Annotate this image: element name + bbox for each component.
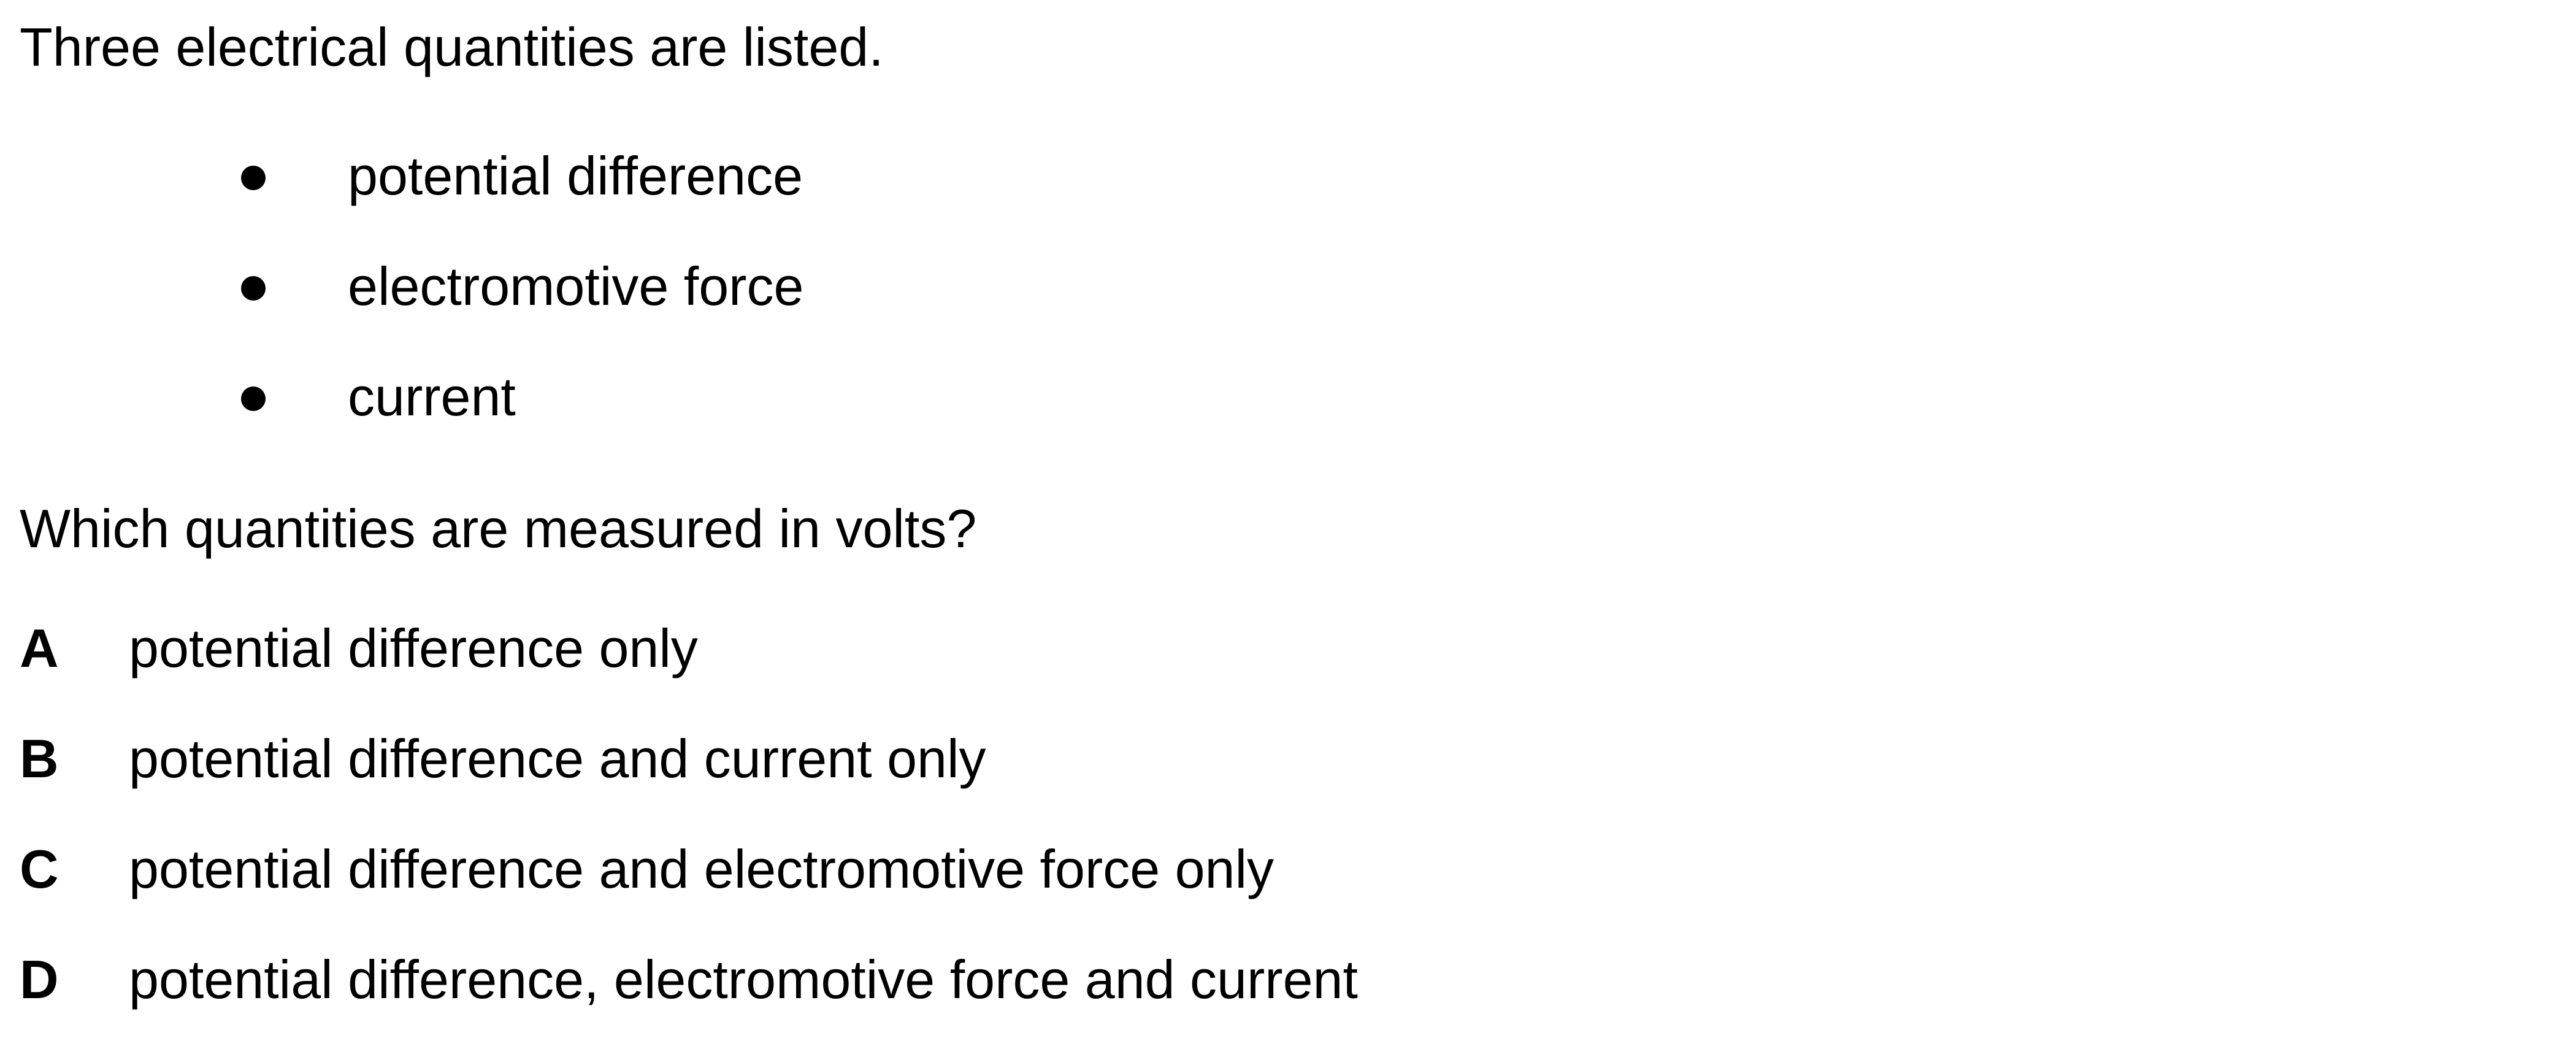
option-letter: A: [20, 618, 59, 679]
bullet-icon: [241, 386, 266, 411]
option-text: potential difference only: [129, 618, 698, 679]
quantity-label: potential difference: [348, 145, 803, 206]
bullet-icon: [241, 276, 266, 301]
option-text: potential difference and current only: [129, 728, 986, 789]
option-letter: C: [20, 839, 59, 899]
bullet-icon: [241, 166, 266, 190]
option-letter: D: [20, 949, 59, 1010]
intro-text: Three electrical quantities are listed.: [20, 17, 884, 77]
option-text: potential difference, electromotive force and current: [129, 949, 1358, 1010]
quantity-label: current: [348, 366, 516, 427]
option-text: potential difference and electromotive force only: [129, 839, 1275, 899]
question-text: Which quantities are measured in volts?: [20, 498, 977, 559]
option-letter: B: [20, 728, 59, 789]
quantity-label: electromotive force: [348, 256, 804, 317]
